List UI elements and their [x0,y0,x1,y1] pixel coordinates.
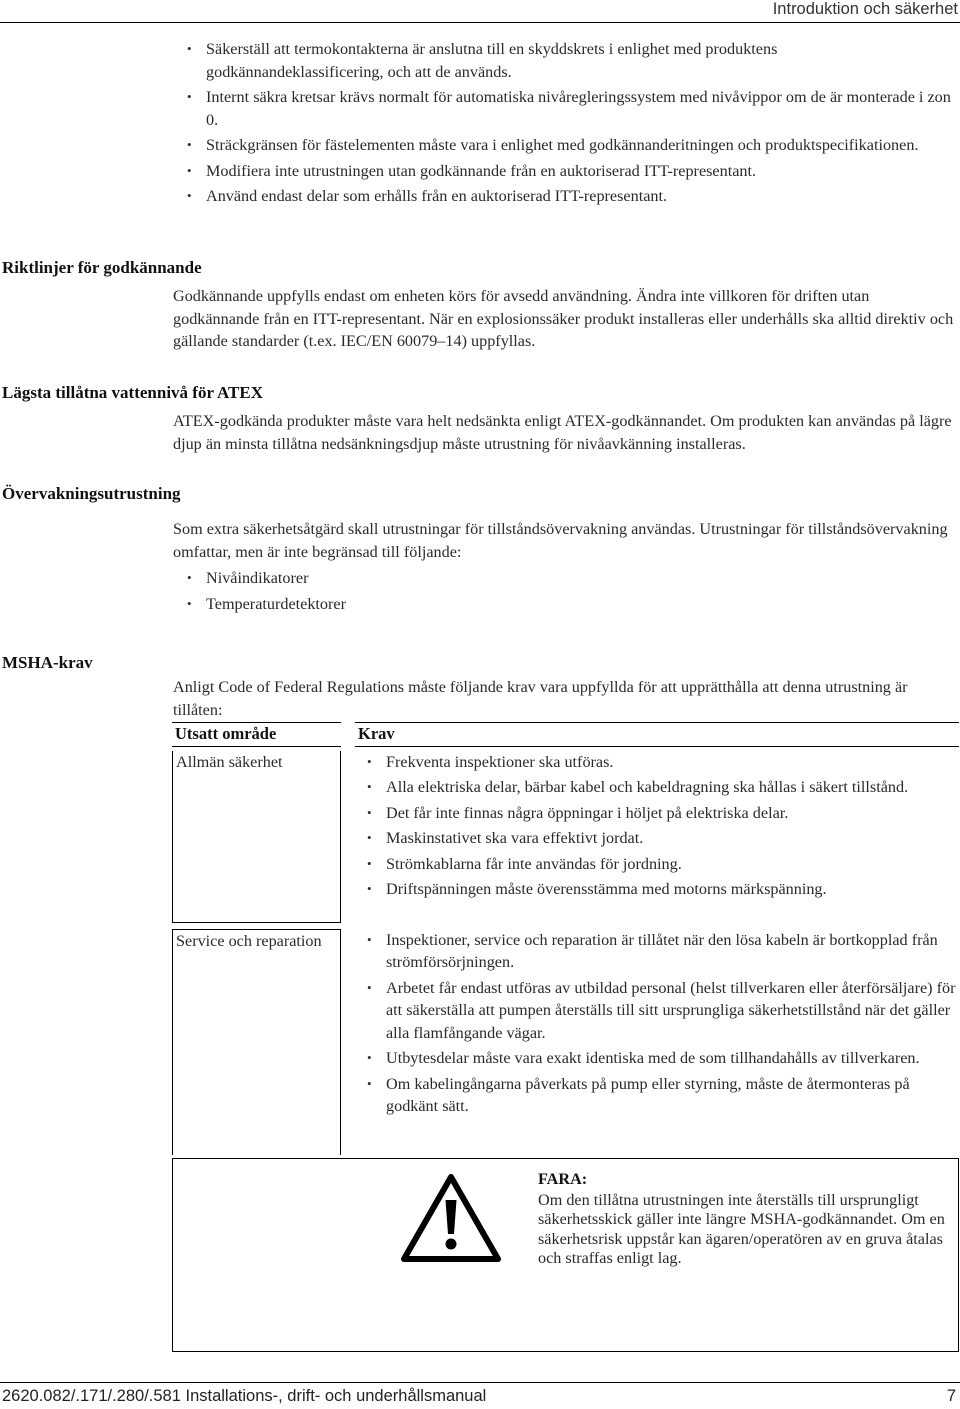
bullet-icon: • [367,753,372,769]
bullet-icon: • [367,779,372,794]
area-cell [172,929,341,1155]
bullet-icon: • [367,1075,372,1091]
list-item: • Strömkablarna får inte användas för jordning. [355,853,959,876]
table-row [172,747,959,923]
list-item: • Internt säkra kretsar krävs normalt för automatiska nivåregleringssystem med nivåvippor om de är monterade i zon 0. [187,88,951,129]
bullet-icon: • [187,570,192,585]
list-item: • Använd endast delar som erhålls från en auktoriserad ITT-representant. [173,185,958,208]
msha-requirements-table [172,722,959,1155]
table-header-cell [172,722,355,747]
msha-heading: MSHA-krav [2,653,93,672]
requirements-list [355,929,959,1118]
monitoring-text: Som extra säkerhetsåtgärd skall utrustningar för tillståndsövervakning användas. Utrustningar för tillståndsövervakning omfattar, men är inte begränsad till följande: [173,520,948,561]
area-label: Service och reparation [176,931,322,950]
monitoring-heading: Övervakningsutrustning [2,484,181,503]
bullet-icon: • [187,137,192,152]
bullet-icon: • [367,881,372,896]
monitoring-text-block [173,518,958,563]
bullet-icon: • [367,1050,372,1065]
table-header-row [172,722,959,747]
table-cell [172,923,355,1155]
area-cell [172,751,341,923]
approval-text: Godkännande uppfylls endast om enheten körs för avsedd användning. Ändra inte villkoren för driften utan godkännande från en ITT-representant. När en explosionssäker produkt installeras eller underhålls ska alltid direktiv och gällande standarder (t.ex. IEC/EN 60079–14) uppfyllas. [173,287,954,350]
bullet-icon: • [367,804,372,820]
bullet-icon: • [187,89,192,104]
msha-text-block [173,676,958,721]
bullet-icon: • [187,595,192,611]
header-requirements: Krav [355,722,959,747]
list-item: • Modifiera inte utrustningen utan godkännande från en auktoriserad ITT-representant. [173,160,958,183]
warning-text-block [538,1170,948,1269]
approval-text-block [173,285,958,353]
bullet-icon: • [187,188,192,203]
atex-heading: Lägsta tillåtna vattennivå för ATEX [2,383,263,402]
area-label: Allmän säkerhet [176,752,283,771]
atex-text: ATEX-godkända produkter måste vara helt nedsänkta enligt ATEX-godkännandet. Om produkten kan användas på lägre djup än minsta tillåtna nedsänkningsdjup måste utrustning för nivåavkänning installeras. [173,412,952,453]
page-number: 7 [946,1387,956,1405]
bullet-icon: • [367,830,372,845]
header-divider [0,22,960,23]
intro-bullet-list [173,38,958,211]
bullet-icon: • [367,931,372,947]
atex-text-block [173,410,958,455]
table-header-cell [355,722,959,747]
list-item: • Frekventa inspektioner ska utföras. [355,751,959,774]
header-area: Utsatt område [172,722,341,747]
warning-message: Om den tillåtna utrustningen inte återställs till ursprungligt säkerhetsskick gäller inte längre MSHA-godkännandet. Om en säkerhetsrisk uppstår kan ägaren/operatören av en gruva åtalas och straffas enligt lag. [538,1190,945,1267]
list-item: • Arbetet får endast utföras av utbildad personal (helst tillverkaren eller återförsäljare) för att säkerställa att pumpen återställs till sitt ursprungliga säkerhetstillstånd när det gäller alla flamfångande vägar. [367,978,956,1042]
list-item: • Utbytesdelar måste vara exakt identiska med de som tillhandahålls av tillverkaren. [355,1047,959,1070]
bullet-icon: • [187,41,192,56]
footer-manual-title: 2620.082/.171/.280/.581 Installations-, drift- och underhållsmanual [2,1387,487,1405]
warning-triangle-icon [401,1174,501,1262]
requirements-list [355,751,959,901]
list-item: • Nivåindikatorer [173,567,673,590]
page-header-section-title: Introduktion och säkerhet [772,0,958,18]
monitoring-bullet-list [173,567,673,618]
list-item: • Det får inte finnas några öppningar i höljet på elektriska delar. [355,802,959,825]
list-item: • Alla elektriska delar, bärbar kabel och kabeldragning ska hållas i säkert tillstånd. [355,776,959,799]
bullet-icon: • [367,855,372,871]
table-cell [355,747,959,923]
bullet-icon: • [187,162,192,178]
list-item: • Maskinstativet ska vara effektivt jordat. [355,827,959,850]
table-cell [355,923,959,1155]
list-item: • Driftspänningen måste överensstämma med motorns märkspänning. [355,878,959,901]
warning-title: FARA: [538,1170,588,1188]
table-row [172,923,959,1155]
list-item: • Sträckgränsen för fästelementen måste vara i enlighet med godkännanderitningen och produktspecifikationen. [173,134,958,157]
bullet-icon: • [367,979,372,995]
list-item: • Temperaturdetektorer [173,593,673,616]
list-item: • Inspektioner, service och reparation är tillåtet när den lösa kabeln är bortkopplad från strömförsörjningen. [367,930,938,971]
danger-warning-box [172,1158,959,1352]
list-item: • Säkerställ att termokontakterna är anslutna till en skyddskrets i enlighet med produktens godkännandeklassificering, och att de används. [187,40,778,81]
msha-text: Anligt Code of Federal Regulations måste följande krav vara uppfyllda för att upprätthålla att denna utrustning är tillåten: [173,678,908,719]
approval-heading: Riktlinjer för godkännande [2,258,202,277]
footer-divider [0,1382,960,1383]
table-cell [172,747,355,923]
list-item: • Om kabelingångarna påverkats på pump eller styrning, måste de återmonteras på godkänt sätt. [367,1074,910,1115]
